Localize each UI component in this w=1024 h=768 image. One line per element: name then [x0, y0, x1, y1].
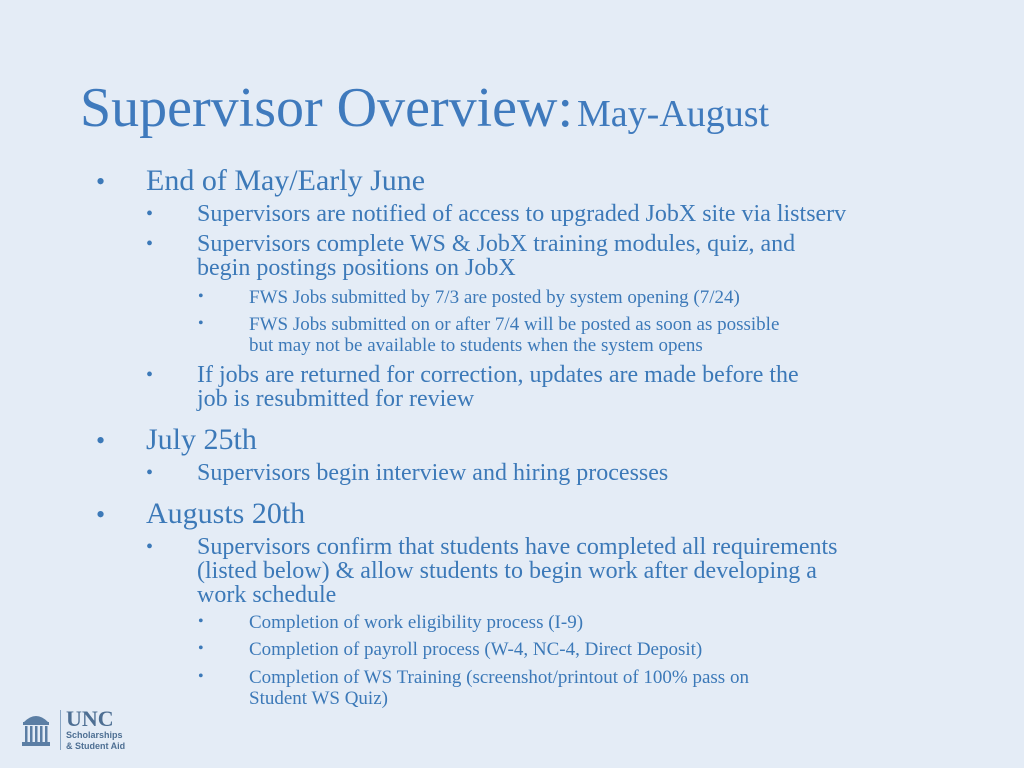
- list-item-l1: July 25th: [146, 423, 257, 456]
- list-item-line: FWS Jobs submitted on or after 7/4 will be posted as soon as possible: [249, 314, 780, 335]
- list-item-l2: [197, 363, 799, 411]
- bullet-l2: •: [146, 536, 154, 558]
- list-item-l2: [197, 232, 795, 280]
- list-item-l3: [249, 314, 779, 356]
- bullet-l2: •: [146, 462, 154, 484]
- logo-line-1: Scholarships: [66, 730, 123, 740]
- list-item-l3: Completion of work eligibility process (I-9): [249, 612, 584, 633]
- bullet-l1: •: [96, 426, 106, 455]
- list-item-l2: Supervisors begin interview and hiring processes: [197, 460, 669, 486]
- list-item-line: work schedule: [197, 582, 337, 608]
- bullet-l2: •: [146, 364, 154, 386]
- title-main: Supervisor Overview:: [80, 77, 574, 139]
- bullet-l2: •: [146, 203, 154, 225]
- logo-line-2: & Student Aid: [66, 741, 126, 751]
- title-subtitle: May-August: [577, 93, 770, 135]
- bullet-l3: •: [198, 668, 204, 685]
- list-item-l3: Completion of payroll process (W-4, NC-4, Direct Deposit): [249, 639, 703, 660]
- bullet-l1: •: [96, 500, 106, 529]
- list-item-line: If jobs are returned for correction, updates are made before the: [197, 362, 799, 388]
- bullet-l3: •: [198, 640, 204, 657]
- list-item-line: Student WS Quiz): [249, 688, 388, 709]
- list-item-l2: [197, 535, 838, 607]
- bullet-l1: •: [96, 167, 106, 196]
- logo-wordmark: UNC: [66, 706, 114, 731]
- list-item-l3: FWS Jobs submitted by 7/3 are posted by system opening (7/24): [249, 287, 740, 308]
- old-well-icon: [20, 710, 52, 748]
- list-item-line: Completion of WS Training (screenshot/printout of 100% pass on: [249, 667, 749, 688]
- slide-title: [80, 77, 770, 139]
- list-item-l3: [249, 667, 749, 709]
- list-item-line: (listed below) & allow students to begin work after developing a: [197, 558, 817, 584]
- list-item-line: Supervisors confirm that students have completed all requirements: [197, 534, 838, 560]
- list-item-line: job is resubmitted for review: [197, 386, 475, 412]
- list-item-l2: Supervisors are notified of access to upgraded JobX site via listserv: [197, 201, 847, 227]
- bullet-l2: •: [146, 233, 154, 255]
- bullet-l3: •: [198, 288, 204, 305]
- list-item-line: but may not be available to students when the system opens: [249, 335, 703, 356]
- list-item-line: Supervisors complete WS & JobX training modules, quiz, and: [197, 231, 796, 257]
- bullet-l3: •: [198, 315, 204, 332]
- list-item-l1: Augusts 20th: [146, 497, 306, 530]
- logo-divider: [60, 710, 61, 750]
- bullet-l3: •: [198, 613, 204, 630]
- list-item-line: begin postings positions on JobX: [197, 255, 516, 281]
- list-item-l1: End of May/Early June: [146, 164, 426, 197]
